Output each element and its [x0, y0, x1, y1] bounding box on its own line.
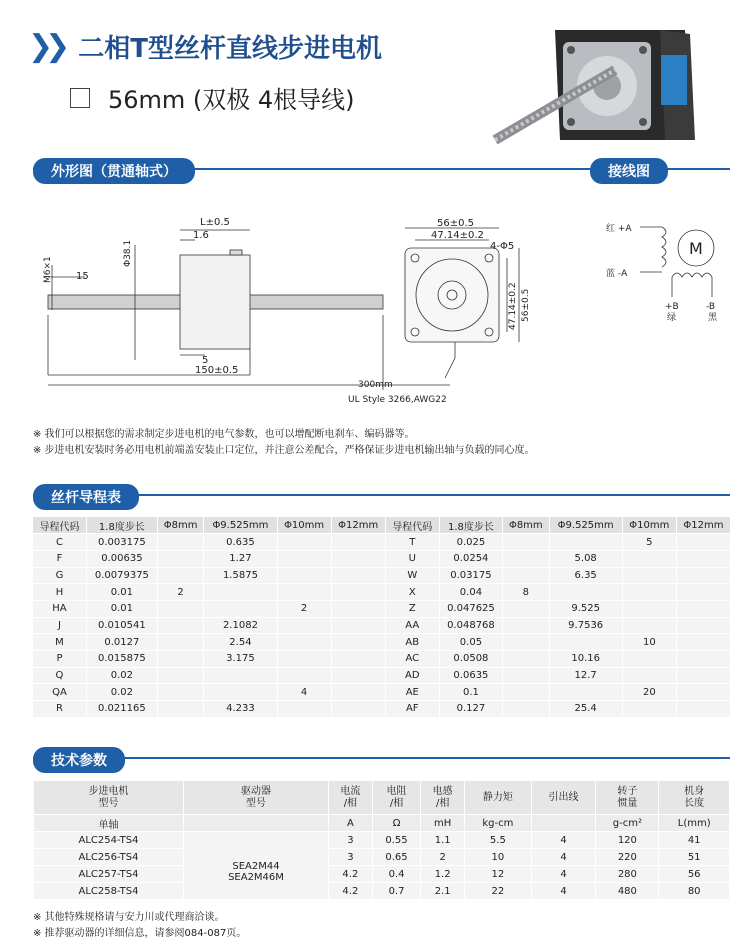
cell: [549, 684, 622, 701]
header-cell: 驱动器 型号: [184, 781, 329, 815]
cell: 10: [622, 634, 676, 651]
cell: [331, 701, 385, 718]
cell: [157, 534, 203, 551]
cell: ALC254-TS4: [34, 832, 184, 849]
cell: M: [33, 634, 86, 651]
cell: 0.015875: [86, 651, 157, 668]
cell: 4: [277, 684, 331, 701]
cell: 0.1: [439, 684, 502, 701]
cell: [503, 550, 549, 567]
cell: HA: [33, 600, 86, 617]
cell: 4: [531, 849, 596, 866]
cell: [204, 600, 277, 617]
header-cell: Φ12mm: [676, 517, 730, 534]
header-cell: Φ10mm: [622, 517, 676, 534]
cell: AF: [385, 701, 439, 718]
cell: [277, 534, 331, 551]
cell: [204, 684, 277, 701]
tech-table-header: [34, 781, 730, 815]
cell: 10.16: [549, 651, 622, 668]
cell: [277, 701, 331, 718]
section-tag-tech: 技术参数: [33, 747, 125, 773]
cell: Q: [33, 667, 86, 684]
front-view-drawing: [395, 218, 535, 393]
cell: [157, 600, 203, 617]
header-cell: 导程代码: [385, 517, 439, 534]
cell: 51: [659, 849, 730, 866]
front-dim-56: 56±0.5: [437, 218, 475, 229]
front-holes: 4-Φ5: [490, 241, 515, 252]
dim-m6: M6×1: [43, 256, 53, 283]
table-row: [33, 684, 730, 701]
wire-minus-b: -B: [706, 302, 716, 312]
header-cell: Φ9.525mm: [549, 517, 622, 534]
cell: ALC256-TS4: [34, 849, 184, 866]
cell: G: [33, 567, 86, 584]
side-dim-47: 47.14±0.2: [508, 282, 518, 330]
cell: 4.2: [329, 866, 373, 883]
cell: [157, 617, 203, 634]
front-dim-47: 47.14±0.2: [431, 230, 484, 241]
cell: [277, 584, 331, 601]
cell: F: [33, 550, 86, 567]
cell: [157, 567, 203, 584]
cell: 0.047625: [439, 600, 502, 617]
header-cell: Φ8mm: [503, 517, 549, 534]
cell: [277, 667, 331, 684]
section-tag-lead: 丝杆导程表: [33, 484, 139, 510]
cell: [503, 567, 549, 584]
cell: [157, 550, 203, 567]
checkbox-icon: [70, 88, 90, 108]
header-cell: 静力矩: [465, 781, 532, 815]
cable-spec: UL Style 3266,AWG22: [348, 395, 447, 405]
wire-red: 红 +A: [606, 224, 632, 234]
cell: [277, 651, 331, 668]
cell: [622, 651, 676, 668]
cell: C: [33, 534, 86, 551]
cell: QA: [33, 684, 86, 701]
wire-green: 绿: [667, 313, 677, 323]
section-tag-outline: 外形图（贯通轴式）: [33, 158, 195, 184]
dim-5: 5: [202, 355, 209, 366]
cell: 0.0079375: [86, 567, 157, 584]
cell: 1.1: [421, 832, 465, 849]
cell: 0.0635: [439, 667, 502, 684]
cell: [503, 534, 549, 551]
cell: [277, 567, 331, 584]
cell: [676, 550, 730, 567]
cell: 2.1: [421, 883, 465, 900]
motor-symbol: M: [689, 239, 703, 258]
table-row: [33, 567, 730, 584]
dim-150: 150±0.5: [195, 365, 239, 376]
cell: [503, 634, 549, 651]
cell: [549, 534, 622, 551]
note-3: ※ 其他特殊规格请与安力川或代理商洽谈。: [33, 912, 225, 923]
wire-plus-b: +B: [665, 302, 679, 312]
cell: AB: [385, 634, 439, 651]
cell: 0.02: [86, 684, 157, 701]
cell: [503, 617, 549, 634]
cell: [503, 701, 549, 718]
cell: AC: [385, 651, 439, 668]
cell: 0.01: [86, 600, 157, 617]
cell: 2: [157, 584, 203, 601]
table-row: [34, 866, 730, 883]
cell: 2.54: [204, 634, 277, 651]
unit-cell: A: [329, 815, 373, 832]
cell: [676, 600, 730, 617]
cell: 0.65: [372, 849, 421, 866]
cell: 2: [277, 600, 331, 617]
header-cell: 电流 /相: [329, 781, 373, 815]
cell: [676, 651, 730, 668]
cell: 5.08: [549, 550, 622, 567]
cell: [622, 567, 676, 584]
cell: 1.5875: [204, 567, 277, 584]
cell: ALC257-TS4: [34, 866, 184, 883]
cell: 0.010541: [86, 617, 157, 634]
cell: 0.003175: [86, 534, 157, 551]
note-1: ※ 我们可以根据您的需求制定步进电机的电气参数，也可以增配断电刹车、编码器等。: [33, 429, 415, 440]
cell: 9.7536: [549, 617, 622, 634]
cell: [331, 534, 385, 551]
wire-black: 黑: [708, 313, 718, 323]
unit-cell: g-cm²: [596, 815, 659, 832]
header-cell: 转子 惯量: [596, 781, 659, 815]
cell: 0.7: [372, 883, 421, 900]
cell: R: [33, 701, 86, 718]
wiring-diagram: [600, 212, 740, 332]
dim-300: 300mm: [358, 380, 393, 390]
cell: 220: [596, 849, 659, 866]
cell: 120: [596, 832, 659, 849]
header-cell: 机身 长度: [659, 781, 730, 815]
cell: 0.635: [204, 534, 277, 551]
header-cell: Φ12mm: [331, 517, 385, 534]
cell: [549, 584, 622, 601]
cell: 25.4: [549, 701, 622, 718]
cell: 41: [659, 832, 730, 849]
cell: X: [385, 584, 439, 601]
table-row: [33, 534, 730, 551]
cell: 0.0127: [86, 634, 157, 651]
cell: Z: [385, 600, 439, 617]
cell: [331, 634, 385, 651]
unit-cell: L(mm): [659, 815, 730, 832]
cell: 4.2: [329, 883, 373, 900]
cell: 0.4: [372, 866, 421, 883]
outline-drawing: [30, 205, 450, 410]
cell: 12.7: [549, 667, 622, 684]
cell: [622, 667, 676, 684]
title-row: [28, 28, 382, 65]
cell: 0.00635: [86, 550, 157, 567]
cell: ALC258-TS4: [34, 883, 184, 900]
cell: [622, 550, 676, 567]
double-chevron-icon: ❯❯: [28, 29, 63, 64]
table-row: [34, 832, 730, 849]
table-row: [33, 584, 730, 601]
section-divider: [33, 757, 730, 759]
table-row: [34, 849, 730, 866]
table-row: [33, 634, 730, 651]
cell: 2: [421, 849, 465, 866]
cell: 4: [531, 866, 596, 883]
cell: [331, 651, 385, 668]
cell: H: [33, 584, 86, 601]
cell: [676, 634, 730, 651]
cell: [503, 600, 549, 617]
header-cell: 电阻 /相: [372, 781, 421, 815]
header-cell: Φ10mm: [277, 517, 331, 534]
lead-table-header: [33, 517, 730, 534]
cell: [622, 617, 676, 634]
cell: P: [33, 651, 86, 668]
note-4: ※ 推荐驱动器的详细信息，请参阅084-087页。: [33, 928, 247, 939]
cell: 0.55: [372, 832, 421, 849]
page-subtitle: 56mm (双极 4根导线): [108, 86, 355, 114]
cell: [503, 667, 549, 684]
cell: 5: [622, 534, 676, 551]
cell: 56: [659, 866, 730, 883]
cell: [676, 534, 730, 551]
header-cell: 1.8度步长: [439, 517, 502, 534]
header-cell: 1.8度步长: [86, 517, 157, 534]
cell: 4: [531, 832, 596, 849]
cell: [331, 567, 385, 584]
cell: AE: [385, 684, 439, 701]
side-dim-56: 56±0.5: [521, 288, 531, 322]
page-title: 二相T型丝杆直线步进电机: [78, 34, 383, 64]
cell: [622, 584, 676, 601]
cell: 0.0254: [439, 550, 502, 567]
cell: 6.35: [549, 567, 622, 584]
driver-cell: [184, 832, 329, 900]
cell: W: [385, 567, 439, 584]
cell: [157, 634, 203, 651]
cell: 0.025: [439, 534, 502, 551]
unit-cell: 单轴: [34, 815, 184, 832]
table-row: [34, 883, 730, 900]
header-cell: 导程代码: [33, 517, 86, 534]
cell: [676, 567, 730, 584]
dim-l: L±0.5: [200, 217, 230, 228]
cell: 0.02: [86, 667, 157, 684]
subtitle-row: [70, 80, 355, 115]
header-cell: 步进电机 型号: [34, 781, 184, 815]
dim-1-6: 1.6: [193, 230, 209, 241]
cell: 3.175: [204, 651, 277, 668]
unit-row: [34, 815, 730, 832]
unit-cell: [184, 815, 329, 832]
cell: [676, 684, 730, 701]
cell: 0.04: [439, 584, 502, 601]
lead-table: [33, 517, 730, 718]
cell: [277, 550, 331, 567]
cell: [676, 701, 730, 718]
cell: 8: [503, 584, 549, 601]
header-cell: Φ9.525mm: [204, 517, 277, 534]
driver-name: SEA2M46M: [228, 871, 284, 883]
cell: [622, 701, 676, 718]
cell: [204, 584, 277, 601]
table-row: [33, 667, 730, 684]
unit-cell: Ω: [372, 815, 421, 832]
tech-table: [33, 780, 730, 900]
cell: [331, 600, 385, 617]
cell: 80: [659, 883, 730, 900]
table-row: [33, 617, 730, 634]
cell: 1.2: [421, 866, 465, 883]
cell: 4: [531, 883, 596, 900]
dim-15: 15: [76, 271, 89, 282]
cell: 480: [596, 883, 659, 900]
driver-name: SEA2M44: [232, 860, 280, 872]
header-cell: 引出线: [531, 781, 596, 815]
table-row: [33, 550, 730, 567]
cell: 0.021165: [86, 701, 157, 718]
cell: [331, 550, 385, 567]
cell: [503, 684, 549, 701]
cell: 5.5: [465, 832, 532, 849]
cell: [676, 617, 730, 634]
motor-product-image: [485, 20, 710, 150]
table-row: [33, 701, 730, 718]
cell: T: [385, 534, 439, 551]
cell: [549, 634, 622, 651]
cell: [622, 600, 676, 617]
header-cell: 电感 /相: [421, 781, 465, 815]
cell: J: [33, 617, 86, 634]
cell: 12: [465, 866, 532, 883]
note-2: ※ 步进电机安装时务必用电机前端盖安装止口定位，并注意公差配合，严格保证步进电机输出轴与负载的同心度。: [33, 445, 535, 456]
cell: 0.03175: [439, 567, 502, 584]
cell: [157, 651, 203, 668]
cell: 3: [329, 849, 373, 866]
cell: U: [385, 550, 439, 567]
cell: [331, 584, 385, 601]
cell: 9.525: [549, 600, 622, 617]
cell: [157, 667, 203, 684]
wire-blue: 蓝 -A: [606, 269, 628, 279]
cell: 0.01: [86, 584, 157, 601]
header-cell: Φ8mm: [157, 517, 203, 534]
unit-cell: kg-cm: [465, 815, 532, 832]
cell: 22: [465, 883, 532, 900]
cell: 1.27: [204, 550, 277, 567]
cell: [157, 701, 203, 718]
cell: 0.127: [439, 701, 502, 718]
cell: [157, 684, 203, 701]
unit-cell: [531, 815, 596, 832]
cell: [331, 684, 385, 701]
cell: 3: [329, 832, 373, 849]
cell: AA: [385, 617, 439, 634]
cell: [676, 584, 730, 601]
cell: [204, 667, 277, 684]
cell: 0.048768: [439, 617, 502, 634]
cell: [331, 617, 385, 634]
dim-dia38: Φ38.1: [123, 239, 133, 267]
cell: 0.0508: [439, 651, 502, 668]
cell: 10: [465, 849, 532, 866]
cell: [331, 667, 385, 684]
cell: 4.233: [204, 701, 277, 718]
cell: [676, 667, 730, 684]
table-row: [33, 651, 730, 668]
cell: [503, 651, 549, 668]
cell: AD: [385, 667, 439, 684]
cell: 0.05: [439, 634, 502, 651]
section-tag-wiring: 接线图: [590, 158, 668, 184]
cell: 20: [622, 684, 676, 701]
cell: 2.1082: [204, 617, 277, 634]
cell: [277, 634, 331, 651]
table-row: [33, 600, 730, 617]
cell: [277, 617, 331, 634]
unit-cell: mH: [421, 815, 465, 832]
cell: 280: [596, 866, 659, 883]
